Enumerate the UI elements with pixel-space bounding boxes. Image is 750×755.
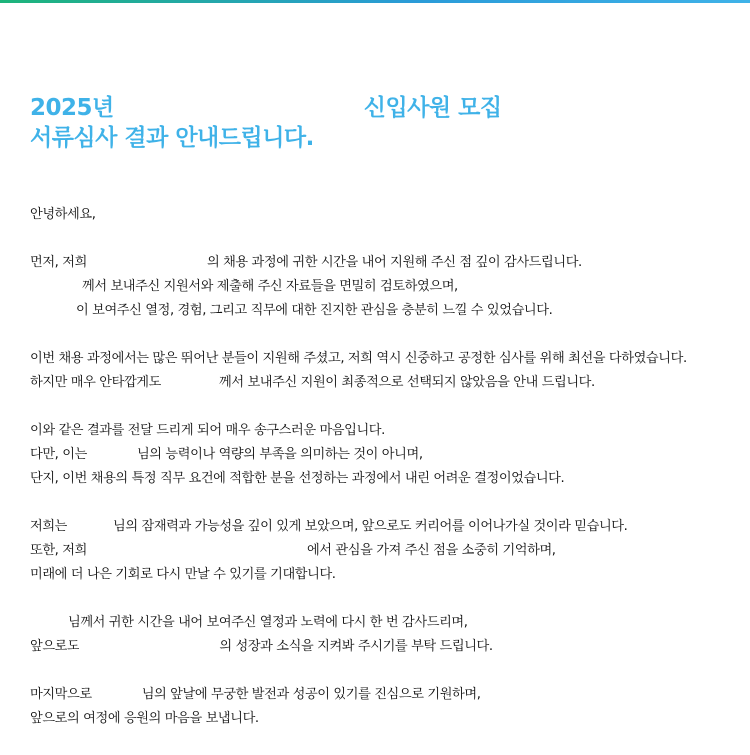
redacted-applicant-name (87, 445, 137, 463)
title-line-2: 서류심사 결과 안내드립니다. (30, 125, 314, 151)
p3-line-3: 단지, 이번 채용의 특정 직무 요건에 적합한 분을 선정하는 과정에서 내린 어려운 결정이었습니다. (30, 471, 565, 486)
title-year: 2025년 (30, 95, 114, 121)
redacted-company-name (87, 253, 207, 271)
p1-line-2: 께서 보내주신 지원서와 제출해 주신 자료들을 면밀히 검토하였으며, (30, 275, 740, 299)
paragraph-6 (30, 683, 740, 731)
p1-line-3: 이 보여주신 열정, 경험, 그리고 직무에 대한 진지한 관심을 충분히 느낄 수 있었습니다. (30, 299, 740, 323)
redacted-applicant-name (30, 613, 68, 631)
p6-line-1: 마지막으로 님의 앞날에 무궁한 발전과 성공이 있기를 진심으로 기원하며, (30, 687, 481, 702)
letter-body (30, 203, 740, 755)
p2-line-1: 이번 채용 과정에서는 많은 뛰어난 분들이 지원해 주셨고, 저희 역시 신중하고 공정한 심사를 위해 최선을 다하였습니다. (30, 351, 687, 366)
redacted-applicant-name (161, 373, 219, 391)
paragraph-1 (30, 251, 740, 323)
p3-line-2: 다만, 이는 님의 능력이나 역량의 부족을 의미하는 것이 아니며, (30, 447, 423, 462)
p5-line-1: 님께서 귀한 시간을 내어 보여주신 열정과 노력에 다시 한 번 감사드리며, (30, 611, 740, 635)
p3-line-1: 이와 같은 결과를 전달 드리게 되어 매우 송구스러운 마음입니다. (30, 423, 385, 438)
paragraph-4 (30, 515, 740, 587)
p5-line-2: 앞으로도 의 성장과 소식을 지켜봐 주시기를 부탁 드립니다. (30, 639, 493, 654)
redacted-company-name (87, 541, 307, 559)
redacted-applicant-name (67, 517, 113, 535)
redacted-company-name (79, 637, 219, 655)
p4-line-3: 미래에 더 나은 기회로 다시 만날 수 있기를 기대합니다. (30, 567, 336, 582)
title-line-1 (30, 93, 502, 123)
p4-line-2: 또한, 저희 에서 관심을 가져 주신 점을 소중히 기억하며, (30, 543, 556, 558)
redacted-applicant-name (30, 277, 82, 295)
redacted-applicant-name (30, 301, 76, 319)
top-accent-bar (0, 0, 750, 3)
paragraph-2 (30, 347, 740, 395)
p6-line-2: 앞으로의 여정에 응원의 마음을 보냅니다. (30, 711, 259, 726)
page-title (30, 93, 502, 153)
redacted-applicant-name (92, 685, 142, 703)
greeting: 안녕하세요, (30, 207, 96, 222)
p4-line-1: 저희는 님의 잠재력과 가능성을 깊이 있게 보았으며, 앞으로도 커리어를 이어나가실 것이라 믿습니다. (30, 519, 628, 534)
p2-line-2: 하지만 매우 안타깝게도 께서 보내주신 지원이 최종적으로 선택되지 않았음을 안내 드립니다. (30, 375, 595, 390)
title-recruit: 신입사원 모집 (363, 95, 502, 121)
paragraph-3 (30, 419, 740, 491)
p1-line-1: 먼저, 저희 의 채용 과정에 귀한 시간을 내어 지원해 주신 점 깊이 감사드립니다. (30, 255, 582, 270)
paragraph-5 (30, 611, 740, 659)
